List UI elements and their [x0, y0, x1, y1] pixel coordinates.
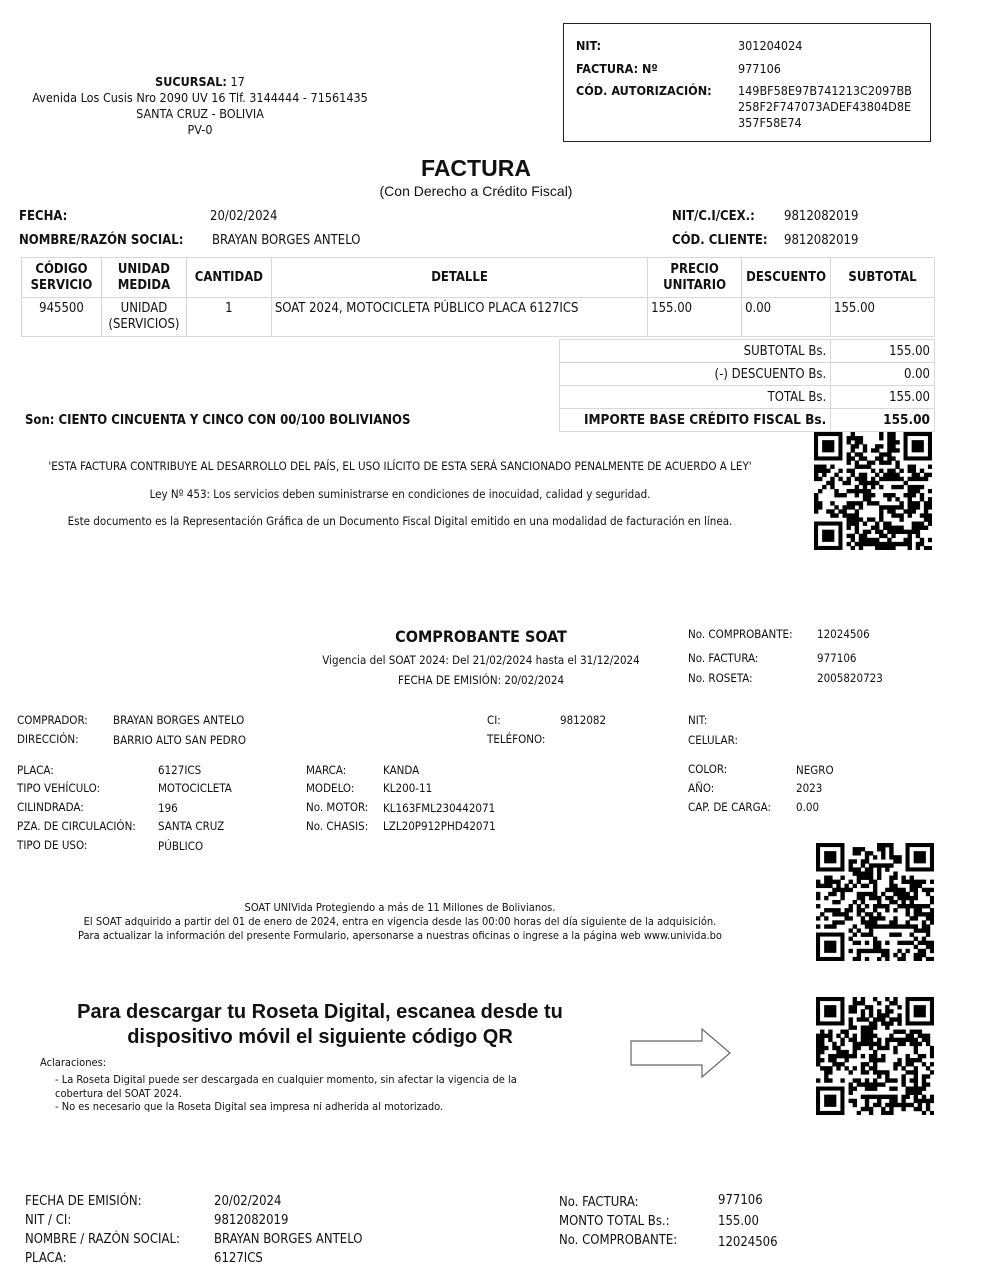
auth-label: CÓD. AUTORIZACIÓN:	[576, 83, 712, 98]
factura-label: FACTURA: Nº	[576, 61, 658, 76]
direccion-value: BARRIO ALTO SAN PEDRO	[113, 733, 246, 747]
items-table	[21, 257, 935, 337]
ci-value: 9812082	[560, 713, 607, 727]
footer-nombre-value: BRAYAN BORGES ANTELO	[214, 1232, 363, 1247]
placa-value: 6127ICS	[158, 763, 202, 777]
roseta-note-1a: - La Roseta Digital puede ser descargada en cualquier momento, sin afectar la vigencia de la	[55, 1073, 517, 1086]
chasis-value: LZL20P912PHD42071	[383, 819, 496, 833]
legal-line-2: Ley Nº 453: Los servicios deben suministrarse en condiciones de inocuidad, calidad y seguridad.	[149, 487, 651, 501]
soat-info-1: SOAT UNIVida Protegiendo a más de 11 Millones de Bolivianos.	[244, 901, 556, 914]
nit-ci-label: NIT/C.I/CEX.:	[672, 209, 755, 224]
cell-cantidad: 1	[186, 298, 271, 337]
soat-emision: FECHA DE EMISIÓN: 20/02/2024	[397, 673, 565, 687]
footer-factura-label: No. FACTURA:	[559, 1195, 639, 1210]
cliente-label: CÓD. CLIENTE:	[672, 233, 768, 248]
cell-codigo: 945500	[22, 298, 102, 337]
soat-info-3: Para actualizar la información del presente Formulario, apersonarse a nuestras oficinas o ingrese a la página web www.univida.bo	[78, 929, 722, 942]
soat-factura-label: No. FACTURA:	[688, 651, 759, 665]
legal-line-3: Este documento es la Representación Gráfica de un Documento Fiscal Digital emitido en una modalidad de facturación en línea.	[67, 514, 733, 528]
soat-factura-value: 977106	[817, 651, 857, 665]
header-subtotal: SUBTOTAL	[831, 258, 935, 298]
telefono-label: TELÉFONO:	[487, 732, 546, 746]
soat-vigencia: Vigencia del SOAT 2024: Del 21/02/2024 hasta el 31/12/2024	[322, 653, 640, 667]
cell-subtotal: 155.00	[831, 298, 935, 337]
ci-label: CI:	[487, 713, 501, 727]
header-codigo: CÓDIGO SERVICIO	[22, 258, 102, 298]
footer-comprobante-value: 12024506	[718, 1235, 778, 1250]
totals-row-importe: IMPORTE BASE CRÉDITO FISCAL Bs. 155.00	[560, 409, 935, 432]
footer-monto-value: 155.00	[718, 1214, 759, 1229]
carga-label: CAP. DE CARGA:	[688, 800, 771, 814]
chasis-label: No. CHASIS:	[306, 819, 369, 833]
roseta-heading-1: Para descargar tu Roseta Digital, escanea desde tu	[77, 1001, 563, 1023]
footer-emision-value: 20/02/2024	[214, 1194, 282, 1209]
anio-value: 2023	[796, 781, 823, 795]
arrow-right-icon	[630, 1028, 732, 1078]
auth-code-line-1: 149BF58E97B741213C2097BB	[738, 83, 912, 98]
footer-monto-label: MONTO TOTAL Bs.:	[559, 1214, 670, 1229]
authorization-box	[563, 23, 931, 142]
marca-value: KANDA	[383, 763, 420, 777]
celular-label: CELULAR:	[688, 733, 738, 747]
pza-circulacion-label: PZA. DE CIRCULACIÓN:	[17, 819, 136, 833]
motor-value: KL163FML230442071	[383, 801, 496, 815]
qr-code-icon	[816, 843, 934, 961]
fecha-value: 20/02/2024	[210, 209, 278, 224]
legal-line-1: 'ESTA FACTURA CONTRIBUYE AL DESARROLLO DEL PAÍS, EL USO ILÍCITO DE ESTA SERÁ SANCIONADO PENALMENTE DE ACUERDO A LEY'	[48, 459, 752, 473]
placa-label: PLACA:	[17, 763, 54, 777]
totals-row-total: TOTAL Bs. 155.00	[560, 386, 935, 409]
anio-label: AÑO:	[688, 781, 715, 795]
footer-nit-label: NIT / CI:	[25, 1213, 72, 1228]
header-cantidad: CANTIDAD	[186, 258, 271, 298]
cliente-value: 9812082019	[784, 233, 859, 248]
footer-comprobante-label: No. COMPROBANTE:	[559, 1233, 678, 1248]
header-unidad: UNIDAD MEDIDA	[101, 258, 186, 298]
soat-nit-label: NIT:	[688, 713, 708, 727]
pza-circulacion-value: SANTA CRUZ	[158, 819, 225, 833]
totals-row-descuento: (-) DESCUENTO Bs. 0.00	[560, 363, 935, 386]
auth-code-line-3: 357F58E74	[738, 115, 802, 130]
footer-placa-value: 6127ICS	[214, 1251, 263, 1266]
fecha-label: FECHA:	[19, 209, 68, 224]
roseta-note-2: - No es necesario que la Roseta Digital sea impresa ni adherida al motorizado.	[55, 1100, 444, 1113]
nombre-label: NOMBRE/RAZÓN SOCIAL:	[19, 233, 184, 248]
cell-detalle: SOAT 2024, MOTOCICLETA PÚBLICO PLACA 6127ICS	[271, 298, 647, 337]
factura-value: 977106	[738, 61, 781, 76]
footer-nit-value: 9812082019	[214, 1213, 289, 1228]
aclaraciones-label: Aclaraciones:	[40, 1056, 107, 1069]
header-precio: PRECIO UNITARIO	[648, 258, 742, 298]
invoice-title: FACTURA	[421, 155, 531, 181]
comprador-label: COMPRADOR:	[17, 713, 88, 727]
invoice-subtitle: (Con Derecho a Crédito Fiscal)	[379, 183, 573, 199]
tipo-vehiculo-label: TIPO VEHÍCULO:	[17, 781, 101, 795]
totals-row-subtotal: SUBTOTAL Bs. 155.00	[560, 340, 935, 363]
footer-emision-label: FECHA DE EMISIÓN:	[25, 1194, 142, 1209]
qr-code-icon	[816, 997, 934, 1115]
cell-unidad: UNIDAD (SERVICIOS)	[101, 298, 186, 337]
items-header-row	[22, 258, 935, 298]
comprador-value: BRAYAN BORGES ANTELO	[113, 713, 245, 727]
qr-code-icon	[814, 432, 932, 550]
nit-ci-value: 9812082019	[784, 209, 859, 224]
modelo-value: KL200-11	[383, 781, 433, 795]
roseta-note-1b: cobertura del SOAT 2024.	[55, 1087, 182, 1100]
marca-label: MARCA:	[306, 763, 347, 777]
motor-label: No. MOTOR:	[306, 800, 369, 814]
footer-placa-label: PLACA:	[25, 1251, 67, 1266]
soat-comprobante-value: 12024506	[817, 627, 870, 641]
color-value: NEGRO	[796, 763, 834, 777]
cilindrada-value: 196	[158, 801, 178, 815]
sucursal-label: SUCURSAL:	[155, 74, 227, 89]
soat-roseta-label: No. ROSETA:	[688, 671, 753, 685]
header-detalle: DETALLE	[271, 258, 647, 298]
branch-header	[20, 74, 380, 138]
footer-factura-value: 977106	[718, 1193, 763, 1208]
cilindrada-label: CILINDRADA:	[17, 800, 84, 814]
roseta-heading-2: dispositivo móvil el siguiente código QR	[127, 1026, 513, 1048]
branch-address: Avenida Los Cusis Nro 2090 UV 16 Tlf. 3144444 - 71561435	[32, 90, 368, 105]
table-row	[22, 298, 935, 337]
color-label: COLOR:	[688, 762, 728, 776]
header-descuento: DESCUENTO	[742, 258, 831, 298]
branch-pv: PV-0	[187, 122, 213, 137]
carga-value: 0.00	[796, 800, 820, 814]
footer-nombre-label: NOMBRE / RAZÓN SOCIAL:	[25, 1232, 180, 1247]
tipo-vehiculo-value: MOTOCICLETA	[158, 781, 232, 795]
tipo-uso-label: TIPO DE USO:	[17, 838, 88, 852]
soat-roseta-value: 2005820723	[817, 671, 883, 685]
totals-table	[559, 339, 935, 432]
branch-city: SANTA CRUZ - BOLIVIA	[136, 106, 264, 121]
cell-descuento: 0.00	[742, 298, 831, 337]
sucursal-value: 17	[230, 74, 245, 89]
soat-comprobante-label: No. COMPROBANTE:	[688, 627, 793, 641]
auth-code-line-2: 258F2F747073ADEF43804D8E	[738, 99, 912, 114]
amount-in-words: Son: CIENTO CINCUENTA Y CINCO CON 00/100 BOLIVIANOS	[25, 413, 411, 428]
direccion-label: DIRECCIÓN:	[17, 732, 79, 746]
nit-label: NIT:	[576, 38, 602, 53]
soat-info-2: El SOAT adquirido a partir del 01 de enero de 2024, entra en vigencia desde las 00:00 horas del día siguiente de la adquisición.	[83, 915, 717, 928]
cell-precio: 155.00	[648, 298, 742, 337]
tipo-uso-value: PÚBLICO	[158, 839, 204, 853]
nit-value: 301204024	[738, 38, 803, 53]
modelo-label: MODELO:	[306, 781, 355, 795]
nombre-value: BRAYAN BORGES ANTELO	[212, 233, 361, 248]
soat-title: COMPROBANTE SOAT	[395, 627, 567, 646]
